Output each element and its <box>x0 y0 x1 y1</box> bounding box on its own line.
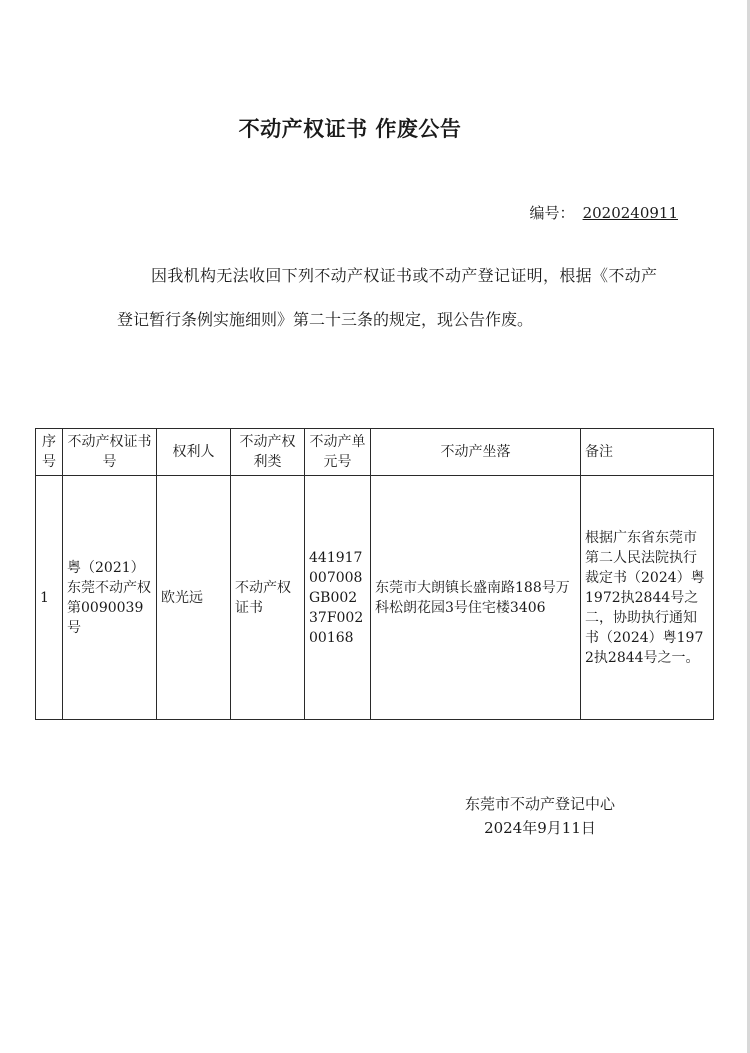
header-right-type: 不动产权利类 <box>231 429 305 476</box>
document-number <box>530 202 678 223</box>
footer-date: 2024年9月11日 <box>484 819 596 837</box>
table-header-row <box>36 429 714 476</box>
footer-signature <box>430 792 650 840</box>
header-owner: 权利人 <box>157 429 231 476</box>
document-number-value: 2020240911 <box>582 204 678 222</box>
header-remark: 备注 <box>581 429 714 476</box>
cell-unit-no: 441917007008GB00237F00200168 <box>305 476 371 720</box>
announcement-body: 因我机构无法收回下列不动产权证书或不动产登记证明，根据《不动产登记暂行条例实施细则》第二十三条的规定，现公告作废。 <box>117 266 657 329</box>
header-location: 不动产坐落 <box>371 429 581 476</box>
cell-owner: 欧光远 <box>157 476 231 720</box>
document-number-label: 编号： <box>529 204 575 222</box>
cell-remark: 根据广东省东莞市第二人民法院执行裁定书（2024）粤1972执2844号之二，协助执行通知书（2024）粤1972执2844号之一。 <box>581 476 714 720</box>
header-cert-no: 不动产权证书号 <box>63 429 157 476</box>
header-unit-no: 不动产单元号 <box>305 429 371 476</box>
cell-right-type: 不动产权证书 <box>231 476 305 720</box>
document-title: 不动产权证书 作废公告 <box>238 117 462 141</box>
cell-cert-no: 粤（2021）东莞不动产权第0090039号 <box>63 476 157 720</box>
footer-org: 东莞市不动产登记中心 <box>464 795 615 813</box>
header-index: 序号 <box>36 429 63 476</box>
cell-location: 东莞市大朗镇长盛南路188号万科松朗花园3号住宅楼3406 <box>371 476 581 720</box>
records-table <box>35 428 714 720</box>
table-row <box>36 476 714 720</box>
cell-index: 1 <box>36 476 63 720</box>
